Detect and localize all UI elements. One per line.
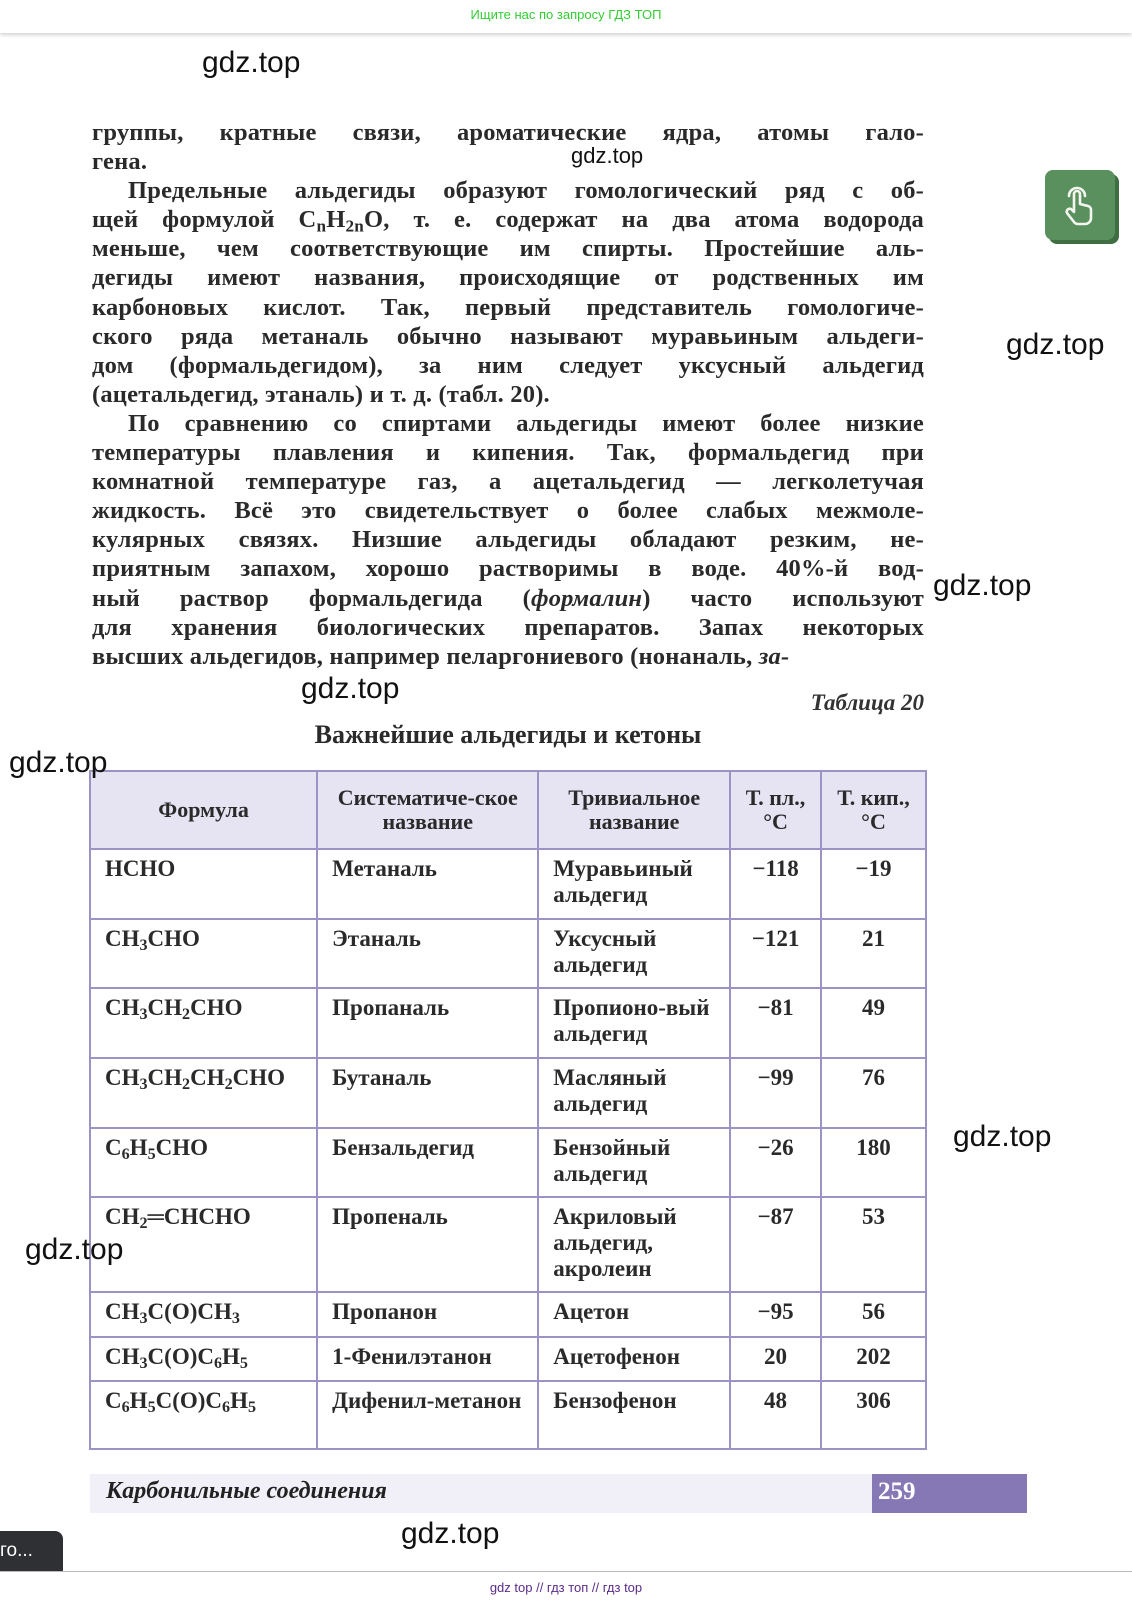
text-segment: C xyxy=(105,1388,122,1413)
watermark: gdz.top xyxy=(202,46,301,79)
watermark: gdz.top xyxy=(953,1120,1052,1153)
cell-formula xyxy=(90,1292,317,1337)
italic-term: за- xyxy=(758,642,790,670)
cell-boiling-point: 202 xyxy=(821,1337,926,1381)
cell-formula xyxy=(90,1058,317,1128)
text-segment: CH xyxy=(147,995,183,1020)
cell-melting-point: −99 xyxy=(730,1058,821,1128)
subscript: 5 xyxy=(147,1399,156,1417)
top-banner xyxy=(0,0,1132,33)
cell-boiling-point: 306 xyxy=(821,1381,926,1449)
text-line xyxy=(92,584,924,613)
text-line: По сравнению со спиртами альдегиды имеют более низкие xyxy=(128,409,924,437)
text-line: жидкость. Всё это свидетельствует о более слабых межмоле- xyxy=(92,497,924,525)
table-row xyxy=(90,919,926,988)
table-title: Важнейшие альдегиды и кетоны xyxy=(314,720,702,749)
watermark: gdz.top xyxy=(933,569,1032,602)
text-segment: CH xyxy=(105,995,140,1020)
cell-trivial-name: Пропионо-вый альдегид xyxy=(538,988,730,1058)
table-row xyxy=(90,1058,926,1128)
aldehydes-table xyxy=(89,770,927,1450)
text-segment: ный раствор формальдегида ( xyxy=(92,584,531,612)
cell-trivial-name: Ацетофенон xyxy=(538,1337,730,1381)
text-segment: O, т. е. содержат на два атома водорода xyxy=(363,206,924,234)
tap-button[interactable] xyxy=(1045,170,1115,240)
text-line: (ацетальдегид, этаналь) и т. д. (табл. 20). xyxy=(92,380,550,408)
page-number: 259 xyxy=(872,1474,1027,1513)
text-line: группы, кратные связи, ароматические ядра, атомы гало- xyxy=(92,119,924,146)
cell-trivial-name: Бензофенон xyxy=(538,1381,730,1449)
cell-systematic-name: Бутаналь xyxy=(317,1058,538,1128)
text-segment: CH xyxy=(105,926,140,951)
table-row xyxy=(90,1197,926,1292)
cell-formula xyxy=(90,1128,317,1197)
cell-boiling-point: −19 xyxy=(821,849,926,919)
text-line: температуры плавления и кипения. Так, формальдегид при xyxy=(92,439,924,467)
text-line xyxy=(92,642,924,671)
text-segment: CH xyxy=(105,1204,140,1229)
cell-boiling-point: 56 xyxy=(821,1292,926,1337)
header-formula: Формула xyxy=(90,771,317,849)
text-segment: H xyxy=(326,206,346,234)
text-segment: CH xyxy=(105,1065,140,1090)
subscript: 3 xyxy=(139,937,148,955)
text-segment: CHO xyxy=(232,1065,286,1090)
cell-melting-point: −121 xyxy=(730,919,821,988)
table-row xyxy=(90,1337,926,1381)
text-segment: CHO xyxy=(190,995,243,1020)
header-boiling-point: Т. кип., °С xyxy=(821,771,926,849)
text-segment: C(O)CH xyxy=(147,1299,232,1324)
cell-trivial-name: Ацетон xyxy=(538,1292,730,1337)
text-line: дегиды имеют названия, происходящие от родственных им xyxy=(92,264,924,292)
watermark: gdz.top xyxy=(25,1233,124,1266)
text-segment: HCHO xyxy=(105,856,176,881)
table-row xyxy=(90,1128,926,1197)
text-segment: H xyxy=(129,1135,148,1160)
cell-systematic-name: Метаналь xyxy=(317,849,538,919)
cell-trivial-name: Акриловый альдегид, акролеин xyxy=(538,1197,730,1292)
cell-systematic-name: Этаналь xyxy=(317,919,538,988)
cell-boiling-point: 21 xyxy=(821,919,926,988)
text-line: меньше, чем соответствующие им спирты. Простейшие аль- xyxy=(92,235,924,263)
text-line: Предельные альдегиды образуют гомологический ряд с об- xyxy=(128,177,924,205)
subscript: 6 xyxy=(121,1146,130,1164)
side-tab-label: го... xyxy=(0,1540,33,1561)
text-segment: CHO xyxy=(147,926,200,951)
cell-formula xyxy=(90,849,317,919)
cell-boiling-point: 180 xyxy=(821,1128,926,1197)
tap-hand-icon xyxy=(1060,182,1100,228)
cell-formula xyxy=(90,1337,317,1381)
cell-formula xyxy=(90,1197,317,1292)
cell-systematic-name: Пропаналь xyxy=(317,988,538,1058)
watermark: gdz.top xyxy=(1006,328,1105,361)
subscript: 6 xyxy=(213,1355,223,1373)
cell-systematic-name: 1-Фенилэтанон xyxy=(317,1337,538,1381)
cell-melting-point: −87 xyxy=(730,1197,821,1292)
subscript: 6 xyxy=(222,1399,231,1417)
text-segment: высших альдегидов, например пеларгониевого (нонаналь, xyxy=(92,642,759,670)
bottom-bar xyxy=(0,1571,1132,1606)
cell-systematic-name: Пропанон xyxy=(317,1292,538,1337)
page-footer xyxy=(90,1474,1027,1513)
watermark: gdz.top xyxy=(301,672,400,705)
text-line: дом (формальдегидом), за ним следует уксусный альдегид xyxy=(92,351,924,379)
text-segment: ═CHCHO xyxy=(147,1204,251,1229)
table-number: Таблица 20 xyxy=(810,690,924,715)
table-header-row xyxy=(90,771,926,849)
cell-melting-point: −81 xyxy=(730,988,821,1058)
cell-trivial-name: Масляный альдегид xyxy=(538,1058,730,1128)
cell-melting-point: 48 xyxy=(730,1381,821,1449)
cell-systematic-name: Бензальдегид xyxy=(317,1128,538,1197)
text-segment: C(O)C xyxy=(155,1388,223,1413)
subscript: 2 xyxy=(182,1006,191,1024)
bottom-bar-text: gdz top // гдз топ // гдз top xyxy=(489,1580,643,1595)
text-segment: C(O)C xyxy=(147,1344,214,1369)
cell-melting-point: 20 xyxy=(730,1337,821,1381)
chapter-title: Карбонильные соединения xyxy=(106,1478,387,1504)
text-segment: CH xyxy=(190,1065,225,1090)
table-row xyxy=(90,1292,926,1337)
cell-melting-point: −118 xyxy=(730,849,821,919)
subscript: 3 xyxy=(139,1355,148,1373)
text-line: для хранения биологических препаратов. Запах некоторых xyxy=(92,613,924,641)
subscript: 2 xyxy=(224,1076,233,1094)
text-segment: CH xyxy=(147,1065,183,1090)
header-systematic-name: Систематиче-ское название xyxy=(317,771,538,849)
cell-boiling-point: 53 xyxy=(821,1197,926,1292)
text-line: комнатной температуре газ, а ацетальдегид — легколетучая xyxy=(92,468,924,496)
text-segment: ) часто используют xyxy=(642,584,924,612)
text-segment: H xyxy=(222,1344,240,1369)
header-melting-point: Т. пл., °С xyxy=(730,771,821,849)
cell-trivial-name: Уксусный альдегид xyxy=(538,919,730,988)
cell-trivial-name: Муравьиный альдегид xyxy=(538,849,730,919)
text-segment: CHO xyxy=(155,1135,208,1160)
text-line: гена. xyxy=(92,148,148,176)
text-line: кулярных связях. Низшие альдегиды обладают резким, не- xyxy=(92,526,924,554)
cell-boiling-point: 49 xyxy=(821,988,926,1058)
watermark: gdz.top xyxy=(9,746,108,779)
watermark: gdz.top xyxy=(401,1517,500,1550)
table-row xyxy=(90,1381,926,1449)
subscript: n xyxy=(316,216,327,236)
body-text xyxy=(92,118,924,671)
subscript: 5 xyxy=(147,1146,156,1164)
side-tab[interactable] xyxy=(0,1531,63,1571)
watermark: gdz.top xyxy=(571,143,644,168)
cell-trivial-name: Бензойный альдегид xyxy=(538,1128,730,1197)
text-segment: C xyxy=(105,1135,122,1160)
text-segment: H xyxy=(129,1388,148,1413)
header-trivial-name: Тривиальное название xyxy=(538,771,730,849)
cell-melting-point: −95 xyxy=(730,1292,821,1337)
cell-melting-point: −26 xyxy=(730,1128,821,1197)
cell-formula xyxy=(90,919,317,988)
text-segment: CH xyxy=(105,1299,140,1324)
text-line: ского ряда метаналь обычно называют муравьиным альдеги- xyxy=(92,322,924,350)
table-row xyxy=(90,988,926,1058)
text-line xyxy=(92,205,924,234)
text-segment: CH xyxy=(105,1344,140,1369)
banner-text: Ищите нас по запросу ГДЗ ТОП xyxy=(470,7,662,22)
subscript: 6 xyxy=(121,1399,130,1417)
text-segment: щей формулой C xyxy=(92,206,317,234)
cell-systematic-name: Пропеналь xyxy=(317,1197,538,1292)
text-segment: H xyxy=(230,1388,248,1413)
cell-formula xyxy=(90,1381,317,1449)
subscript: 5 xyxy=(247,1399,257,1417)
text-line: приятным запахом, хорошо растворимы в воде. 40%-й вод- xyxy=(92,555,924,583)
italic-term: формалин xyxy=(530,584,643,612)
cell-systematic-name: Дифенил-метанон xyxy=(317,1381,538,1449)
subscript: 5 xyxy=(239,1355,248,1373)
cell-formula xyxy=(90,988,317,1058)
text-line: карбоновых кислот. Так, первый представитель гомологиче- xyxy=(92,293,924,321)
subscript: 3 xyxy=(139,1006,148,1024)
subscript: 2 xyxy=(139,1215,148,1233)
subscript: 3 xyxy=(139,1076,148,1094)
table-row xyxy=(90,849,926,919)
subscript: 2 xyxy=(182,1076,191,1094)
subscript: 2n xyxy=(345,216,364,236)
cell-boiling-point: 76 xyxy=(821,1058,926,1128)
subscript: 3 xyxy=(139,1310,148,1328)
subscript: 3 xyxy=(231,1310,240,1328)
